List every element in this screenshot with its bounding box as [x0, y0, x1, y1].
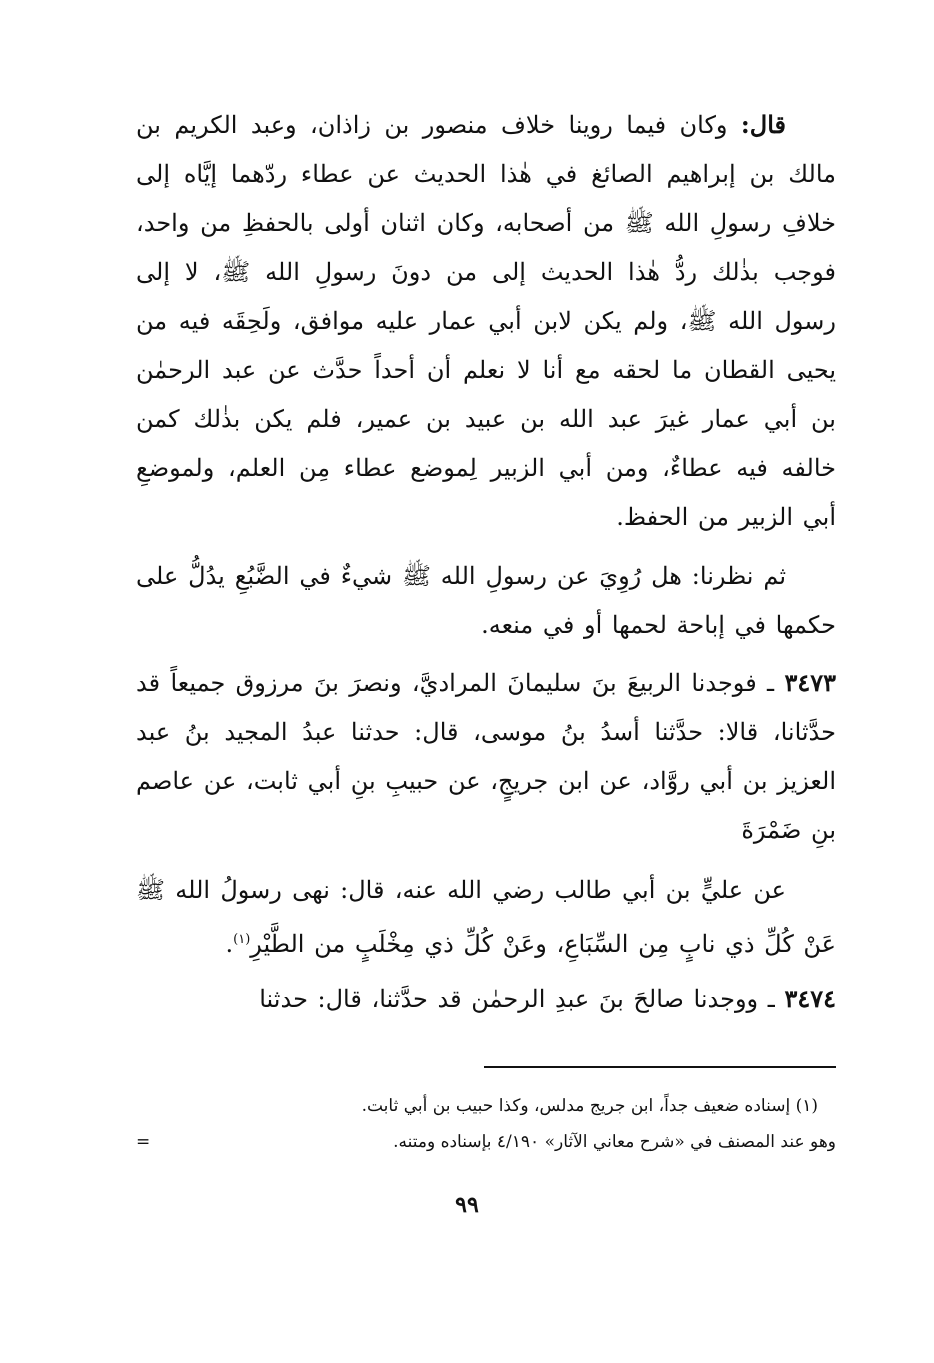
page-number: ٩٩ — [455, 1192, 479, 1218]
footnote-separator — [484, 1066, 836, 1068]
hadith-3473-text: ـ فوجدنا الربيعَ بنَ سليمانَ المراديَّ، ونصرَ بنَ مرزوق جميعاً قد حدَّثانا، قالا: حدَّثنا أسدُ بنُ موسى، قال: حدثنا عبدُ المجيد بنُ عبد العزيز بن أبي روَّاد، عن ابن جريجٍ، عن حبيبِ بنِ أبي ثابت، عن عاصم بنِ ضَمْرَةَ — [136, 669, 836, 844]
hadith-3473 — [136, 658, 836, 855]
paragraph-1-text: وكان فيما روينا خلاف منصور بن زاذان، وعبد الكريم بن مالك بن إبراهيم الصائغ في هٰذا الحديث عن عطاء ردّهما إيَّاه إلى خلافِ رسولِ الله ﷺ من أصحابه، وكان اثنان أولى بالحفظِ من واحد، فوجب بذٰلك ردُّ هٰذا الحديث إلى من دونَ رسولِ الله ﷺ، لا إلى رسول الله ﷺ، ولم يكن لابن أبي عمار عليه موافق، ولَحِقَه فيه من يحيى القطان ما لحقه مع أنا لا نعلم أن أحداً حدَّث عن عبد الرحمٰن بن أبي عمار غيرَ عبد الله بن عبيد بن عمير، فلم يكن بذٰلك كمن خالفه فيه عطاءٌ، ومن أبي الزبير لِموضع عطاء مِن العلم، ولموضعِ أبي الزبير من الحفظ. — [136, 111, 836, 531]
hadith-3474 — [136, 974, 836, 1024]
hadith-number-3473: ٣٤٧٣ — [784, 668, 836, 697]
footnote-1-line-2-text: وهو عند المصنف في «شرح معاني الآثار» ٤/١٩٠ بإسناده ومتنه. — [393, 1132, 836, 1152]
paragraph-4-text: عن عليٍّ بن أبي طالب رضي الله عنه، قال: نهى رسولُ الله ﷺ عَنْ كُلِّ ذي نابٍ مِن السِّبَاعِ، وعَنْ كُلِّ ذي مِخْلَبٍ من الطَّيْرِ — [136, 876, 836, 958]
paragraph-4-end: . — [225, 930, 234, 958]
paragraph-1 — [136, 100, 836, 542]
hadith-3474-text: ـ ووجدنا صالحَ بنَ عبدِ الرحمٰن قد حدَّثنا، قال: حدثنا — [259, 985, 785, 1013]
footnote-1-line-2 — [136, 1124, 836, 1160]
paragraph-1-lead: قال: — [740, 110, 786, 139]
footnote-continuation-mark: = — [136, 1132, 151, 1152]
paragraph-2: ثم نظرنا: هل رُوِيَ عن رسولِ الله ﷺ شيءٌ في الضَّبُعِ يدُلُّ على حكمها في إباحة لحمها أو في منعه. — [136, 562, 836, 639]
hadith-number-3474: ٣٤٧٤ — [784, 984, 836, 1013]
footnotes — [136, 1088, 836, 1160]
footnote-reference: (١) — [233, 932, 251, 947]
paragraph-4 — [136, 866, 836, 969]
footnote-1-line-1: (١) إسناده ضعيف جداً، ابن جريج مدلس، وكذا حبيب بن أبي ثابت. — [361, 1096, 818, 1116]
